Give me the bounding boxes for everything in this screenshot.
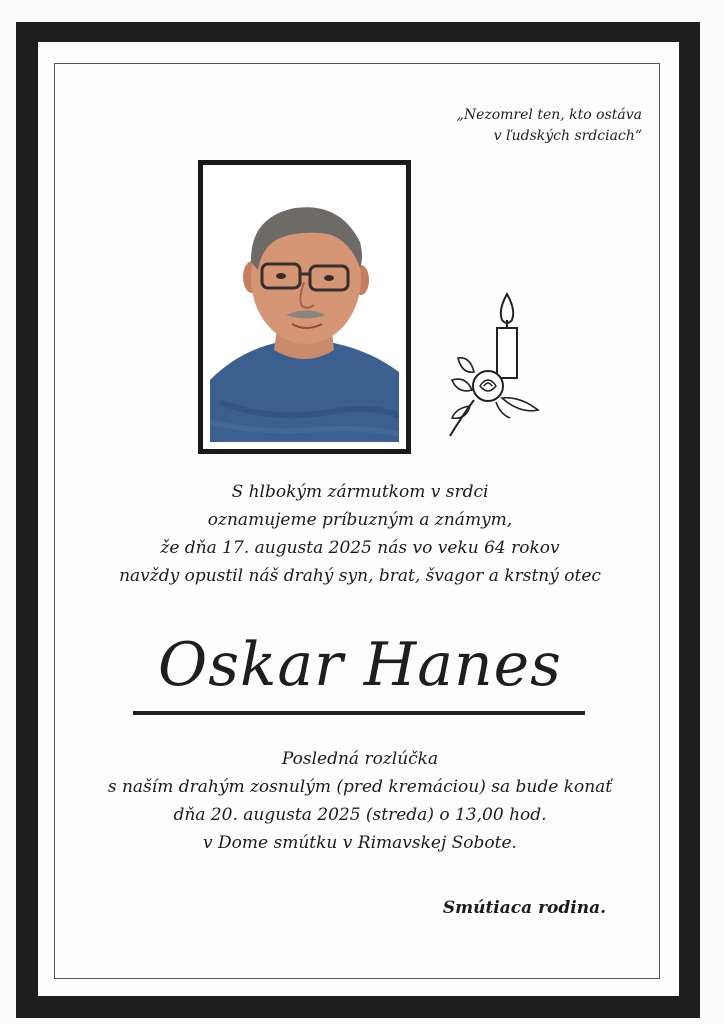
quote-line-1: „Nezomrel ten, kto ostáva	[456, 107, 642, 123]
announcement-line-3: že dňa 17. augusta 2025 nás vo veku 64 rokov	[160, 538, 560, 558]
announcement-line-4: navždy opustil náš drahý syn, brat, švagor a krstný otec	[119, 566, 601, 586]
announcement-line-2: oznamujeme príbuzným a známym,	[207, 510, 513, 530]
farewell-line-3: dňa 20. augusta 2025 (streda) o 13,00 hod.	[173, 805, 547, 825]
deceased-name: Oskar Hanes	[158, 630, 562, 700]
announcement-text	[60, 478, 660, 590]
quote-line-2: v ľudských srdciach“	[493, 128, 642, 144]
farewell-line-1: Posledná rozlúčka	[281, 749, 439, 769]
portrait-illustration	[210, 172, 399, 442]
portrait-photo	[210, 172, 399, 442]
family-signature: Smútiaca rodina.	[442, 898, 606, 918]
portrait-frame	[198, 160, 411, 454]
farewell-text	[60, 745, 660, 857]
name-underline	[133, 711, 585, 715]
farewell-line-2: s naším drahým zosnulým (pred kremáciou) sa bude konať	[107, 777, 613, 797]
announcement-line-1: S hlbokým zármutkom v srdci	[231, 482, 489, 502]
epitaph-quote	[420, 105, 642, 147]
farewell-line-4: v Dome smútku v Rimavskej Sobote.	[203, 833, 517, 853]
candle-with-rose-icon	[440, 290, 550, 445]
